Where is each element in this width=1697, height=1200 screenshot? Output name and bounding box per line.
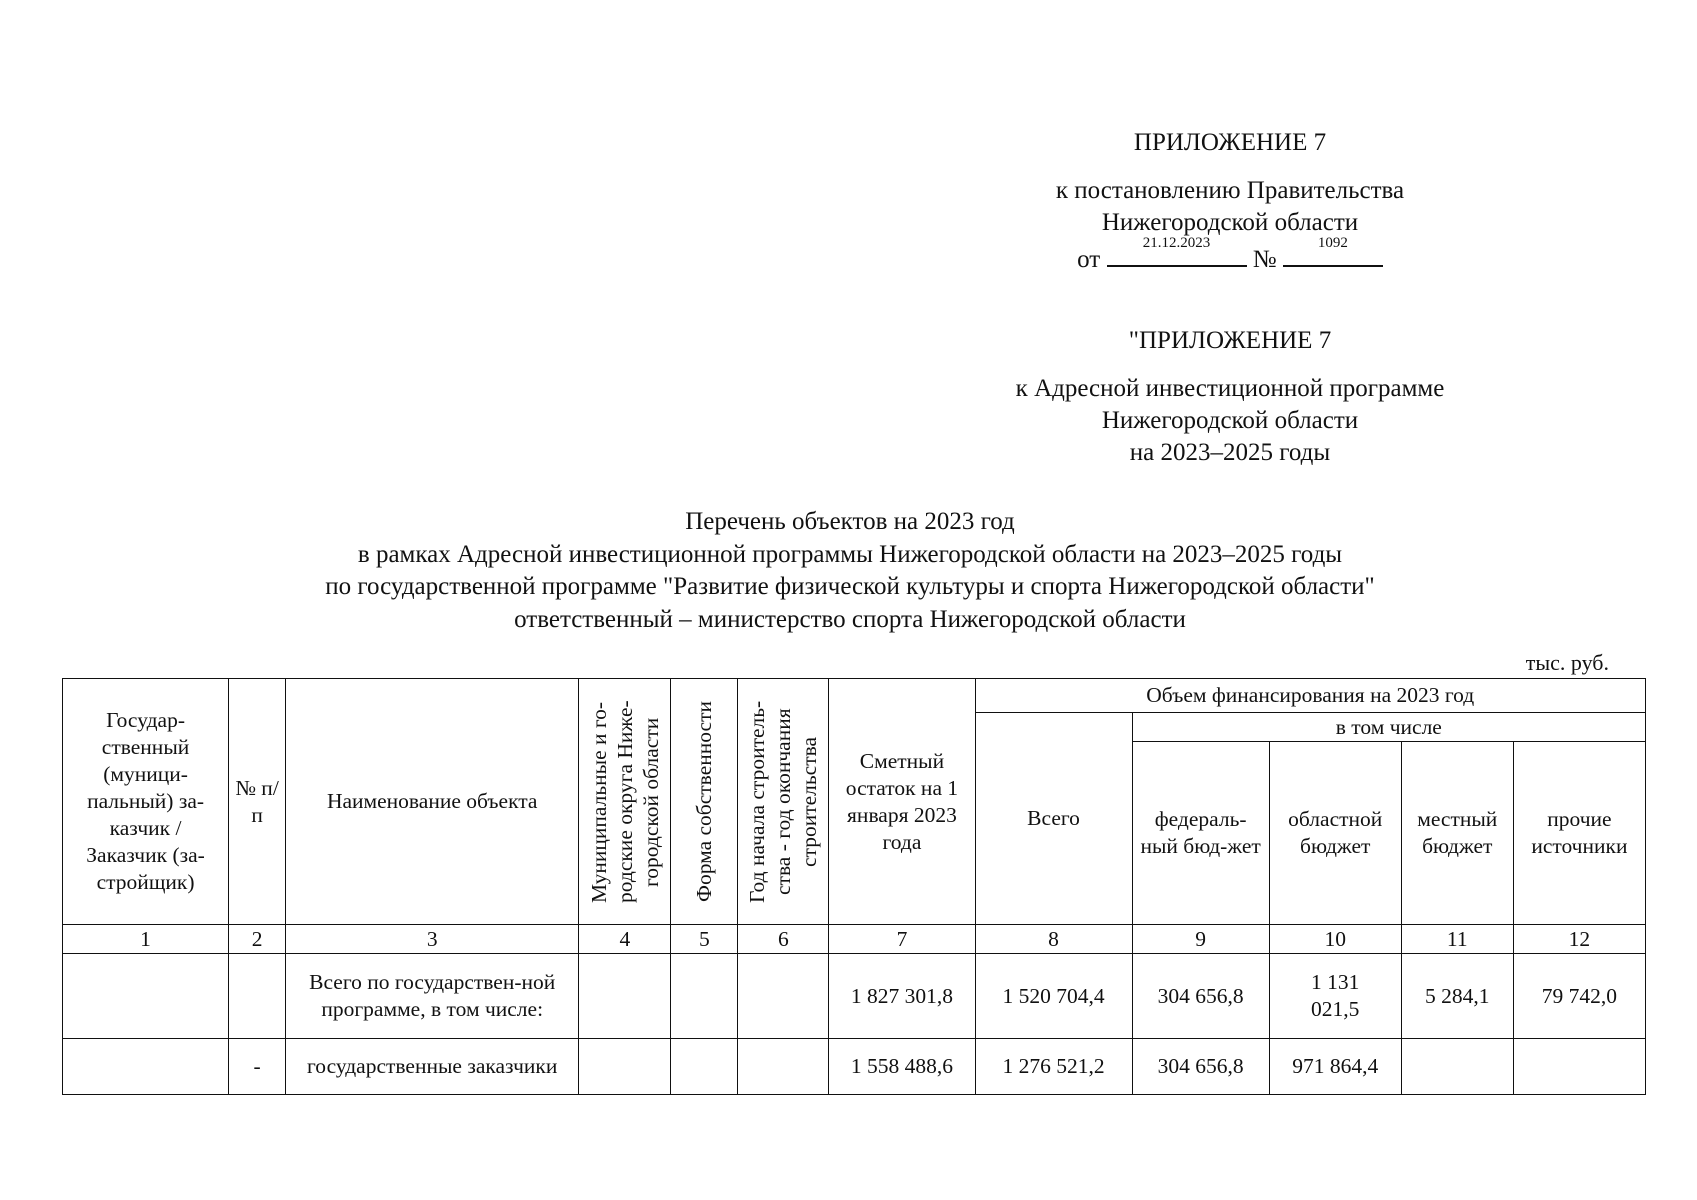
title-line-2: в рамках Адресной инвестиционной программы Нижегородской области на 2023–2025 годы bbox=[357, 540, 1343, 568]
column-number: 10 bbox=[1269, 925, 1401, 954]
title-line-1: Перечень объектов на 2023 год bbox=[685, 508, 1015, 535]
cell-local bbox=[1401, 1039, 1513, 1095]
column-number: 9 bbox=[1132, 925, 1269, 954]
cell-local: 5 284,1 bbox=[1401, 954, 1513, 1039]
header-balance: Сметный остаток на 1 января 2023 года bbox=[829, 679, 975, 925]
cell-total: 1 276 521,2 bbox=[975, 1039, 1132, 1095]
cell-name: Всего по государствен-ной программе, в том числе: bbox=[286, 954, 579, 1039]
decree-number: 1092 bbox=[1317, 235, 1348, 251]
column-number: 3 bbox=[286, 925, 579, 954]
cell-balance: 1 827 301,8 bbox=[829, 954, 975, 1039]
header-years: Год начала строитель-ства - год окончания строительства bbox=[745, 700, 822, 903]
header-funding: Объем финансирования на 2023 год bbox=[975, 679, 1646, 713]
program-line-1: к Адресной инвестиционной программе bbox=[1015, 375, 1445, 402]
cell-regional: 1 131 021,5 bbox=[1269, 954, 1401, 1039]
column-number: 7 bbox=[829, 925, 975, 954]
cell-federal: 304 656,8 bbox=[1132, 1039, 1269, 1095]
header-row-1 bbox=[63, 679, 1646, 713]
cell-years bbox=[738, 954, 829, 1039]
cell-other bbox=[1513, 1039, 1645, 1095]
number-label: № bbox=[1252, 246, 1277, 273]
table-row bbox=[63, 954, 1646, 1039]
column-number: 8 bbox=[975, 925, 1132, 954]
cell-customer bbox=[63, 954, 229, 1039]
program-appendix-title: "ПРИЛОЖЕНИЕ 7 bbox=[1128, 327, 1332, 354]
column-number: 4 bbox=[579, 925, 671, 954]
cell-customer bbox=[63, 1039, 229, 1095]
cell-balance: 1 558 488,6 bbox=[829, 1039, 975, 1095]
header-including: в том числе bbox=[1132, 713, 1645, 742]
title-line-3: по государственной программе "Развитие физической культуры и спорта Нижегородской области" bbox=[325, 573, 1375, 600]
column-number: 11 bbox=[1401, 925, 1513, 954]
cell-num: - bbox=[229, 1039, 286, 1095]
header-municipal: Муниципальные и го-родские округа Ниже-городской области bbox=[586, 700, 663, 903]
cell-num bbox=[229, 954, 286, 1039]
column-number: 12 bbox=[1513, 925, 1645, 954]
column-number: 6 bbox=[738, 925, 829, 954]
cell-years bbox=[738, 1039, 829, 1095]
header-customer: Государ-ственный (муници-пальный) за-казчик / Заказчик (за-стройщик) bbox=[63, 679, 229, 925]
cell-name: государственные заказчики bbox=[286, 1039, 579, 1095]
header-local: местный бюджет bbox=[1401, 742, 1513, 925]
decree-date: 21.12.2023 bbox=[1142, 235, 1211, 251]
program-header bbox=[950, 325, 1510, 469]
decree-row bbox=[950, 235, 1510, 276]
column-number-row bbox=[63, 925, 1646, 954]
header-ownership: Форма собственности bbox=[692, 700, 717, 903]
decree-number-field bbox=[1283, 235, 1383, 267]
cell-municipal bbox=[579, 1039, 671, 1095]
header-regional: областной бюджет bbox=[1269, 742, 1401, 925]
cell-municipal bbox=[579, 954, 671, 1039]
title-line-4: ответственный – министерство спорта Нижегородской области bbox=[514, 605, 1186, 633]
cell-ownership bbox=[671, 954, 738, 1039]
header-total: Всего bbox=[975, 713, 1132, 925]
appendix-title: ПРИЛОЖЕНИЕ 7 bbox=[1133, 129, 1327, 156]
cell-ownership bbox=[671, 1039, 738, 1095]
column-number: 5 bbox=[671, 925, 738, 954]
cell-total: 1 520 704,4 bbox=[975, 954, 1132, 1039]
appendix-line-1: к постановлению Правительства bbox=[1055, 177, 1405, 204]
header-ownership-cell bbox=[671, 679, 738, 925]
header-num: № п/п bbox=[229, 679, 286, 925]
objects-table bbox=[62, 678, 1646, 1095]
column-number: 1 bbox=[63, 925, 229, 954]
table-row bbox=[63, 1039, 1646, 1095]
from-label: от bbox=[1077, 246, 1101, 273]
cell-federal: 304 656,8 bbox=[1132, 954, 1269, 1039]
document-title bbox=[200, 506, 1500, 636]
program-line-2: Нижегородской области bbox=[1101, 407, 1359, 434]
header-years-cell bbox=[738, 679, 829, 925]
header-other: прочие источники bbox=[1513, 742, 1645, 925]
program-line-3: на 2023–2025 годы bbox=[1129, 439, 1331, 466]
cell-regional: 971 864,4 bbox=[1269, 1039, 1401, 1095]
appendix-header bbox=[950, 127, 1510, 276]
decree-date-field bbox=[1107, 235, 1247, 267]
header-name: Наименование объекта bbox=[286, 679, 579, 925]
units-label: тыс. руб. bbox=[1525, 650, 1609, 675]
header-federal: федераль-ный бюд-жет bbox=[1132, 742, 1269, 925]
column-number: 2 bbox=[229, 925, 286, 954]
cell-other: 79 742,0 bbox=[1513, 954, 1645, 1039]
header-municipal-cell bbox=[579, 679, 671, 925]
appendix-line-2: Нижегородской области bbox=[1101, 209, 1359, 236]
